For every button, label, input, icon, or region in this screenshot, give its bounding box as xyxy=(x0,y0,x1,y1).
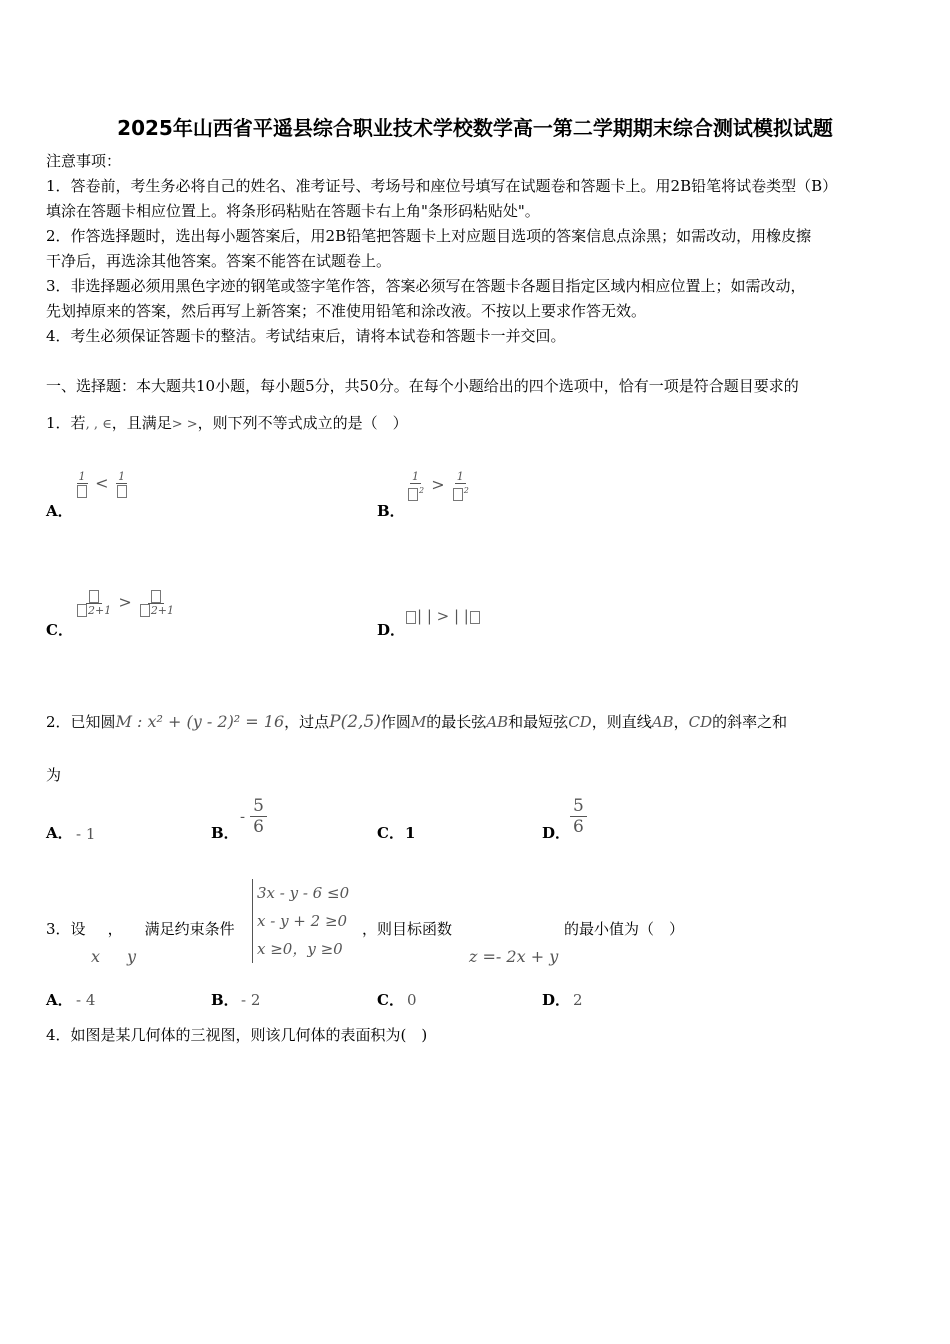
variable-y: y xyxy=(127,947,137,966)
option-a-value: - 4 xyxy=(76,991,96,1009)
question-number: 4． xyxy=(46,1026,71,1044)
notice-line: 先划掉原来的答案，然后再写上新答案；不准使用铅笔和涂改液。不按以上要求作答无效。 xyxy=(46,302,647,320)
option-label: A． xyxy=(46,824,73,842)
question-2: 2．已知圆M : x² + (y - 2)² = 16，过点P(2,5)作圆M的最长弦AB和最短弦CD，则直线AB，CD的斜率之和 xyxy=(46,712,788,732)
option-label: B． xyxy=(211,991,239,1009)
question-3-suffix: 的最小值为（ ） xyxy=(564,920,685,938)
option-label: A． xyxy=(46,991,73,1009)
constraint-system: 3x - y - 6 ≤0 x - y + 2 ≥0 x ≥0，y ≥0 xyxy=(252,879,349,963)
condition-set: , , ∈ xyxy=(85,417,112,432)
question-1: 1．若, , ∈，且满足> >，则下列不等式成立的是（ ） xyxy=(46,414,408,432)
question-4: 4．如图是某几何体的三视图，则该几何体的表面积为( ) xyxy=(46,1026,428,1044)
option-label: B． xyxy=(211,824,239,842)
option-c-expr: 2+1 > 2+1 xyxy=(74,589,176,617)
option-label: D． xyxy=(542,824,571,842)
question-2-continuation: 为 xyxy=(46,766,62,784)
option-d-expr: | | > | | xyxy=(405,607,481,625)
circle-equation: M : x² + (y - 2)² = 16 xyxy=(115,712,285,731)
question-number: 1． xyxy=(46,414,71,432)
condition-order: > > xyxy=(171,417,198,432)
option-c-value: 1 xyxy=(405,824,416,842)
option-b-value: - 2 xyxy=(241,991,261,1009)
option-label: C． xyxy=(377,824,404,842)
notice-line: 干净后，再选涂其他答案。答案不能答在试题卷上。 xyxy=(46,252,392,270)
option-a-value: - 1 xyxy=(76,825,96,843)
point-p: P(2,5) xyxy=(329,712,381,732)
option-d-value: $\frac{5}{6}$ xyxy=(570,796,587,837)
option-label: C． xyxy=(377,991,404,1009)
option-c-value: 0 xyxy=(407,991,417,1009)
notice-line: 填涂在答题卡相应位置上。将条形码粘贴在答题卡右上角"条形码粘贴处"。 xyxy=(46,202,540,220)
option-a-expr: 1 < 1 xyxy=(74,470,130,498)
notice-heading: 注意事项： xyxy=(46,152,122,170)
option-label: D． xyxy=(542,991,571,1009)
notice-line: 1．答卷前，考生务必将自己的姓名、准考证号、考场号和座位号填写在试题卷和答题卡上。用2B铅笔将试卷类型（B） xyxy=(46,177,838,195)
objective-function: z =- 2x + y xyxy=(469,947,559,966)
page-title: 2025年山西省平遥县综合职业技术学校数学高一第二学期期末综合测试模拟试题 xyxy=(117,116,833,140)
variable-x: x xyxy=(91,947,101,966)
notice-line: 3．非选择题必须用黑色字迹的钢笔或签字笔作答，答案必须写在答题卡各题目指定区域内相应位置上；如需改动， xyxy=(46,277,806,295)
option-d-value: 2 xyxy=(573,991,583,1009)
notice-line: 2．作答选择题时，选出每小题答案后，用2B铅笔把答题卡上对应题目选项的答案信息点涂黑；如需改动，用橡皮擦 xyxy=(46,227,812,245)
option-label: C． xyxy=(46,621,73,639)
option-label: B． xyxy=(377,502,405,520)
option-label: A． xyxy=(46,502,73,520)
option-b-value: - $\frac{5}{6}$ xyxy=(240,796,267,837)
question-number: 2． xyxy=(46,713,71,731)
question-3: 3．设 ， 满足约束条件 xyxy=(46,920,235,938)
notice-line: 4．考生必须保证答题卡的整洁。考试结束后，请将本试卷和答题卡一并交回。 xyxy=(46,327,566,345)
option-label: D． xyxy=(377,621,406,639)
section-heading: 一、选择题：本大题共10小题，每小题5分，共50分。在每个小题给出的四个选项中，恰有一项是符合题目要求的 xyxy=(46,377,799,395)
question-number: 3． xyxy=(46,920,71,938)
option-b-expr: $\frac{1}{^2}$ > $\frac{1}{^2}$ xyxy=(405,470,471,501)
question-3-mid: ，则目标函数 xyxy=(362,920,453,938)
